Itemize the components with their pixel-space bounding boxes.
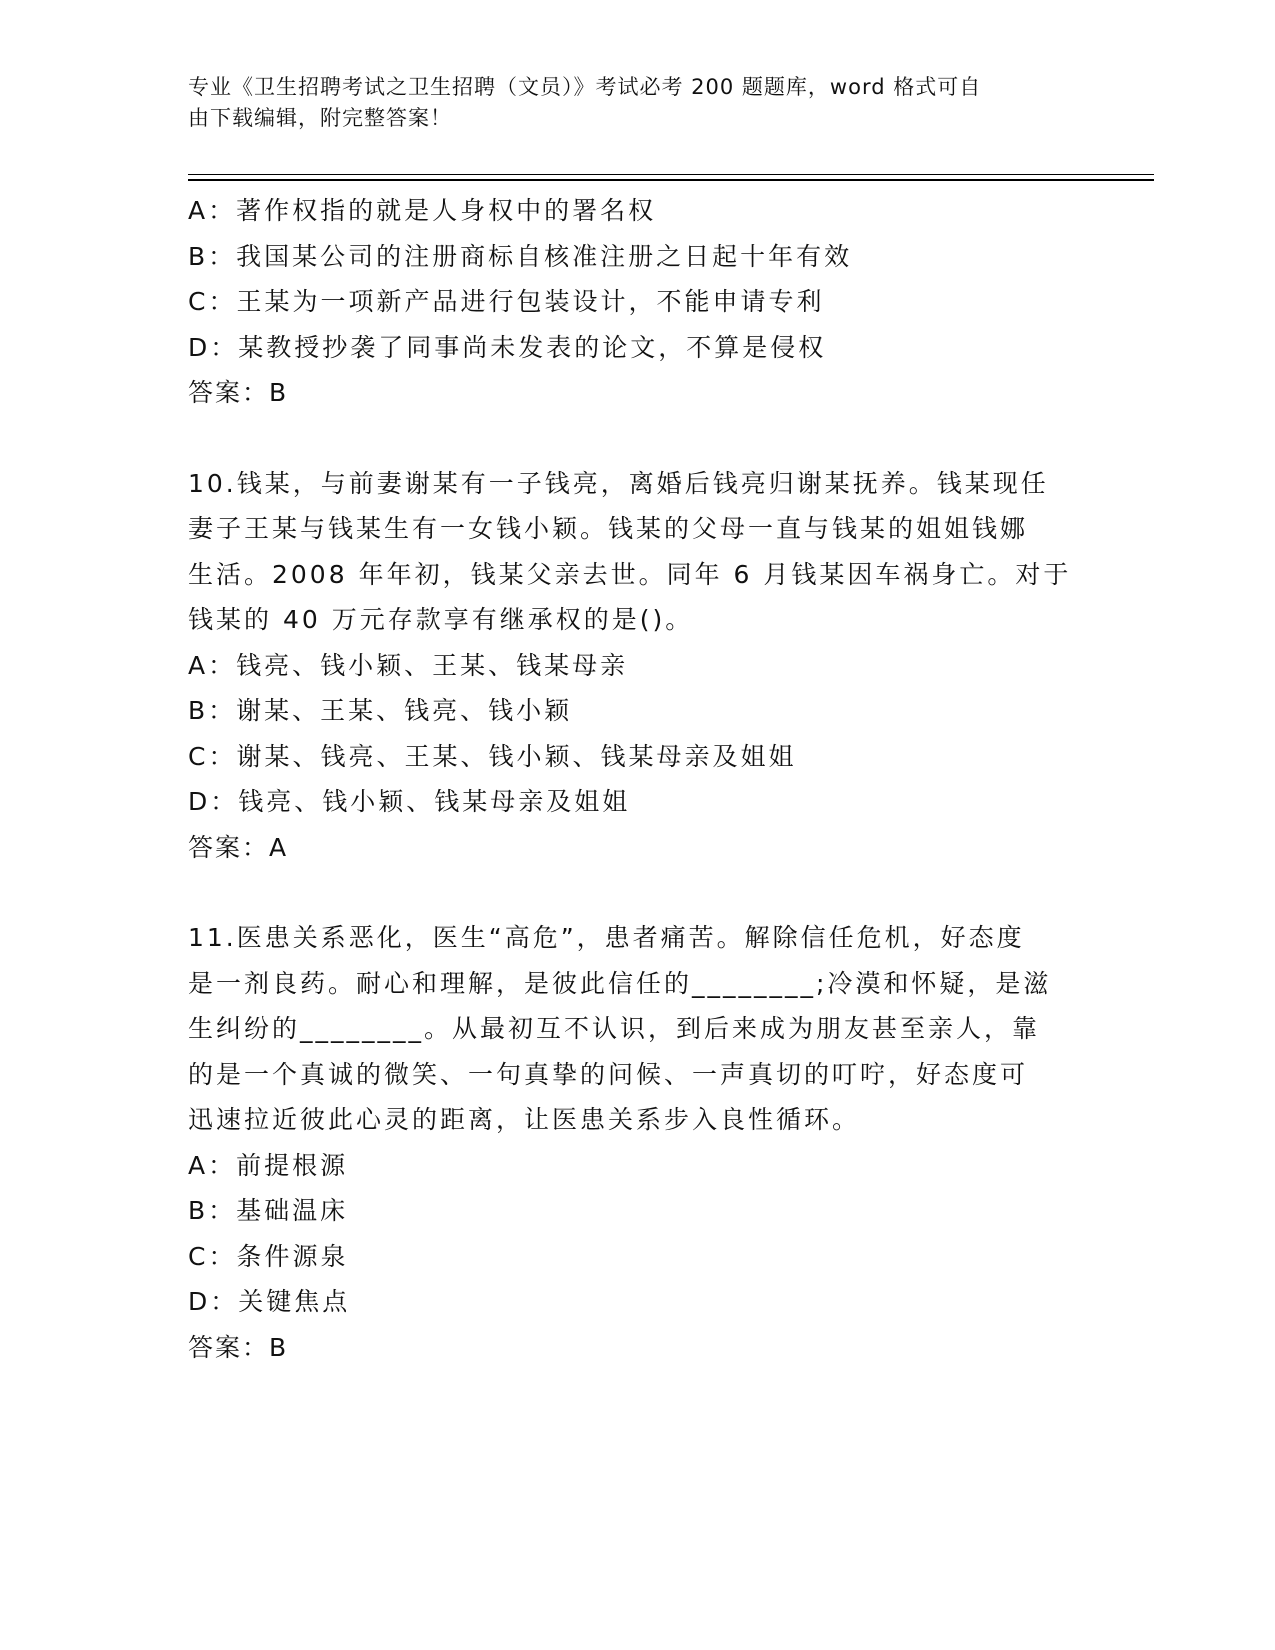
option-a: A：著作权指的就是人身权中的署名权	[188, 196, 657, 225]
question-spacer	[188, 870, 1088, 915]
question-stem	[188, 915, 1088, 1143]
answer-label: 答案：B	[188, 378, 289, 407]
option-a: A：前提根源	[188, 1150, 349, 1180]
stem-line: 妻子王某与钱某生有一女钱小颖。钱某的父母一直与钱某的姐姐钱娜	[188, 514, 1029, 543]
stem-line: 的是一个真诚的微笑、一句真挚的问候、一声真切的叮咛，好态度可	[188, 1059, 1029, 1089]
question-list	[188, 188, 1088, 1370]
option-d: D：钱亮、钱小颖、钱某母亲及姐姐	[188, 787, 631, 816]
option-b: B：基础温床	[188, 1196, 349, 1225]
document-header	[188, 72, 1068, 134]
answer-label: 答案：A	[188, 832, 289, 862]
stem-line: 是一剂良药。耐心和理解，是彼此信任的________;冷漠和怀疑，是滋	[188, 968, 1052, 998]
option-d: D：关键焦点	[188, 1287, 351, 1316]
header-title-line-1: 专业《卫生招聘考试之卫生招聘（文员）》考试必考 200 题题库，word 格式可自	[188, 75, 982, 99]
answer-label: 答案：B	[188, 1332, 289, 1362]
option-b: B：我国某公司的注册商标自核准注册之日起十年有效	[188, 241, 853, 271]
header-rule-thick	[188, 179, 1154, 181]
option-c: C：谢某、钱亮、王某、钱小颖、钱某母亲及姐姐	[188, 741, 797, 771]
header-title-line-2: 由下载编辑，附完整答案！	[188, 106, 452, 130]
stem-line: 迅速拉近彼此心灵的距离，让医患关系步入良性循环。	[188, 1105, 861, 1134]
question-11	[188, 915, 1088, 1370]
option-a: A：钱亮、钱小颖、王某、钱某母亲	[188, 650, 629, 680]
question-spacer	[188, 416, 1088, 461]
question-9	[188, 188, 1088, 416]
question-10	[188, 461, 1088, 871]
stem-line: 生纠纷的________。从最初互不认识，到后来成为朋友甚至亲人，靠	[188, 1014, 1041, 1043]
question-stem	[188, 461, 1088, 643]
stem-line: 钱某的 40 万元存款享有继承权的是()。	[188, 605, 694, 634]
stem-line: 生活。2008 年年初，钱某父亲去世。同年 6 月钱某因车祸身亡。对于	[188, 559, 1072, 589]
stem-line: 10.钱某，与前妻谢某有一子钱亮，离婚后钱亮归谢某抚养。钱某现任	[188, 468, 1049, 498]
option-d: D：某教授抄袭了同事尚未发表的论文，不算是侵权	[188, 332, 827, 362]
option-b: B：谢某、王某、钱亮、钱小颖	[188, 696, 573, 725]
header-rule-thin	[188, 174, 1154, 175]
option-c: C：条件源泉	[188, 1241, 349, 1271]
option-c: C：王某为一项新产品进行包装设计，不能申请专利	[188, 287, 825, 316]
stem-line: 11.医患关系恶化，医生“高危”，患者痛苦。解除信任危机，好态度	[188, 923, 1025, 952]
